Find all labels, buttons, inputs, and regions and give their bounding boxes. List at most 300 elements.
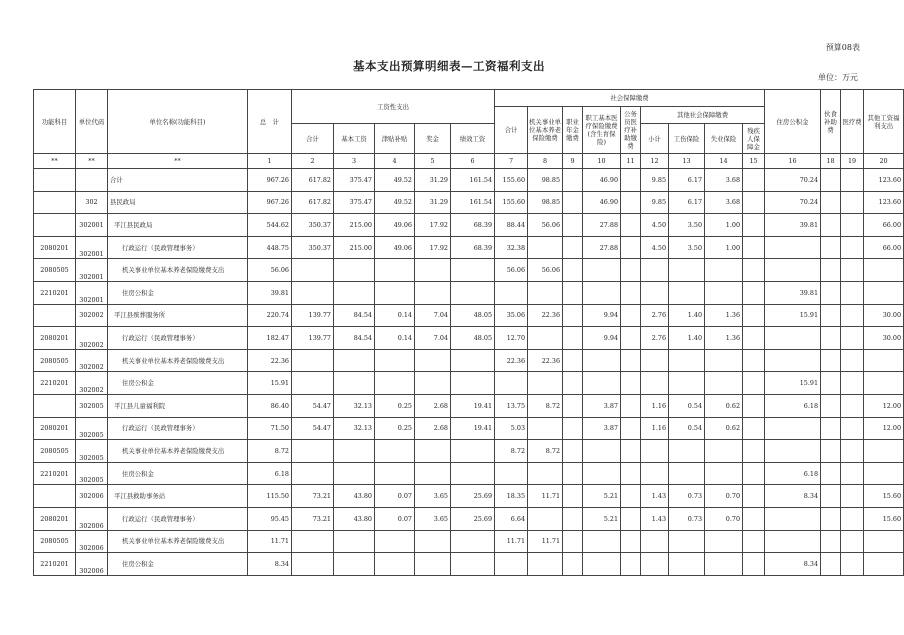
value-cell (621, 485, 641, 508)
value-cell (563, 394, 583, 417)
value-cell: 0.70 (705, 485, 743, 508)
index-cell: 5 (415, 154, 451, 169)
value-cell (841, 214, 864, 237)
unit-code-cell (76, 169, 108, 192)
value-cell (841, 372, 864, 395)
value-cell (334, 281, 375, 304)
value-cell: 25.69 (451, 507, 495, 530)
func-subject-cell: 2080201 (34, 417, 76, 440)
value-cell: 32.13 (334, 394, 375, 417)
value-cell: 967.26 (248, 169, 292, 192)
value-cell: 27.88 (583, 214, 621, 237)
value-cell (864, 440, 904, 463)
value-cell (641, 462, 669, 485)
value-cell (641, 440, 669, 463)
value-cell: 39.81 (765, 214, 821, 237)
value-cell: 6.18 (248, 462, 292, 485)
budget-table (33, 89, 904, 576)
index-cell: 7 (495, 154, 528, 169)
value-cell (621, 507, 641, 530)
value-cell (821, 259, 841, 282)
value-cell (821, 327, 841, 350)
value-cell: 17.92 (415, 214, 451, 237)
index-cell: 2 (292, 154, 334, 169)
value-cell: 56.06 (248, 259, 292, 282)
unit-name-cell: 县民政局 (108, 191, 248, 214)
value-cell: 11.71 (248, 530, 292, 553)
table-row (34, 462, 904, 485)
value-cell: 11.71 (528, 485, 563, 508)
unit-label: 单位：万元 (818, 73, 858, 82)
value-cell: 5.21 (583, 507, 621, 530)
value-cell: 0.62 (705, 394, 743, 417)
value-cell (743, 191, 765, 214)
value-cell (841, 553, 864, 576)
func-subject-cell: 2210201 (34, 372, 76, 395)
value-cell: 2.76 (641, 304, 669, 327)
index-cell: 11 (621, 154, 641, 169)
value-cell (705, 372, 743, 395)
value-cell: 6.17 (669, 191, 705, 214)
value-cell (563, 259, 583, 282)
header-wage-total: 合计 (292, 124, 334, 154)
value-cell (451, 281, 495, 304)
unit-code-cell: 302006 (76, 553, 108, 576)
unit-code-cell: 302 (76, 191, 108, 214)
value-cell (583, 440, 621, 463)
value-cell: 0.14 (375, 327, 415, 350)
value-cell: 0.07 (375, 507, 415, 530)
value-cell: 350.37 (292, 214, 334, 237)
value-cell: 5.21 (583, 485, 621, 508)
value-cell: 9.94 (583, 304, 621, 327)
value-cell (621, 327, 641, 350)
value-cell (415, 440, 451, 463)
unit-code-cell: 302005 (76, 440, 108, 463)
value-cell: 544.62 (248, 214, 292, 237)
value-cell (528, 281, 563, 304)
value-cell (743, 417, 765, 440)
value-cell (495, 462, 528, 485)
value-cell (821, 214, 841, 237)
value-cell (528, 553, 563, 576)
index-cell: 16 (765, 154, 821, 169)
value-cell (563, 417, 583, 440)
value-cell (821, 394, 841, 417)
func-subject-cell (34, 191, 76, 214)
table-row (34, 236, 904, 259)
index-cell: 18 (821, 154, 841, 169)
unit-name-cell: 机关事业单位基本养老保险缴费支出 (108, 530, 248, 553)
value-cell: 115.50 (248, 485, 292, 508)
value-cell (743, 530, 765, 553)
value-cell: 0.70 (705, 507, 743, 530)
value-cell (621, 281, 641, 304)
value-cell (563, 530, 583, 553)
index-cell: 9 (563, 154, 583, 169)
value-cell (375, 259, 415, 282)
value-cell: 49.06 (375, 236, 415, 259)
value-cell (415, 530, 451, 553)
value-cell: 68.39 (451, 236, 495, 259)
table-row (34, 553, 904, 576)
value-cell (669, 349, 705, 372)
value-cell: 617.82 (292, 191, 334, 214)
header-unit-code: 单位代码 (76, 90, 108, 154)
unit-name-cell: 机关事业单位基本养老保险缴费支出 (108, 440, 248, 463)
index-cell: ** (34, 154, 76, 169)
value-cell (743, 462, 765, 485)
value-cell (621, 417, 641, 440)
value-cell (563, 327, 583, 350)
value-cell (621, 462, 641, 485)
table-row (34, 417, 904, 440)
unit-code-cell: 302001 (76, 259, 108, 282)
value-cell (528, 372, 563, 395)
value-cell: 0.07 (375, 485, 415, 508)
value-cell: 25.69 (451, 485, 495, 508)
value-cell (563, 191, 583, 214)
header-wage-group: 工资性支出 (292, 90, 495, 124)
value-cell: 1.40 (669, 327, 705, 350)
value-cell: 8.72 (528, 440, 563, 463)
value-cell: 56.06 (528, 214, 563, 237)
value-cell (451, 462, 495, 485)
header-unit-name: 单位名称(功能科目) (108, 90, 248, 154)
value-cell (705, 553, 743, 576)
value-cell (495, 553, 528, 576)
value-cell (292, 281, 334, 304)
value-cell (743, 214, 765, 237)
value-cell: 15.60 (864, 485, 904, 508)
value-cell (621, 169, 641, 192)
index-cell: 10 (583, 154, 621, 169)
value-cell (621, 259, 641, 282)
value-cell (334, 372, 375, 395)
func-subject-cell (34, 214, 76, 237)
value-cell (705, 349, 743, 372)
value-cell (641, 553, 669, 576)
unit-name-cell: 行政运行（民政管理事务） (108, 417, 248, 440)
value-cell (669, 259, 705, 282)
value-cell: 7.04 (415, 304, 451, 327)
value-cell (292, 530, 334, 553)
func-subject-cell (34, 394, 76, 417)
func-subject-cell: 2080201 (34, 507, 76, 530)
value-cell (743, 169, 765, 192)
value-cell (641, 349, 669, 372)
value-cell (669, 462, 705, 485)
header-other-injury: 工伤保险 (669, 124, 705, 154)
value-cell (621, 553, 641, 576)
value-cell: 30.00 (864, 304, 904, 327)
value-cell: 4.50 (641, 214, 669, 237)
header-social-total: 合计 (495, 107, 528, 154)
value-cell (841, 530, 864, 553)
value-cell: 88.44 (495, 214, 528, 237)
value-cell (621, 214, 641, 237)
value-cell: 13.75 (495, 394, 528, 417)
value-cell (669, 372, 705, 395)
value-cell: 56.06 (495, 259, 528, 282)
value-cell: 22.36 (495, 349, 528, 372)
value-cell: 27.88 (583, 236, 621, 259)
value-cell: 9.85 (641, 169, 669, 192)
value-cell: 375.47 (334, 191, 375, 214)
table-row (34, 191, 904, 214)
value-cell (841, 507, 864, 530)
table-row (34, 304, 904, 327)
value-cell (743, 553, 765, 576)
index-cell: 20 (864, 154, 904, 169)
value-cell (821, 169, 841, 192)
value-cell: 71.50 (248, 417, 292, 440)
unit-name-cell: 合计 (108, 169, 248, 192)
unit-name-cell: 住房公积金 (108, 372, 248, 395)
value-cell: 155.60 (495, 191, 528, 214)
value-cell: 9.94 (583, 327, 621, 350)
index-cell: 8 (528, 154, 563, 169)
value-cell (864, 281, 904, 304)
value-cell: 49.52 (375, 191, 415, 214)
unit-name-cell: 平江县儿童福利院 (108, 394, 248, 417)
value-cell: 1.16 (641, 394, 669, 417)
value-cell: 17.92 (415, 236, 451, 259)
index-cell: ** (76, 154, 108, 169)
value-cell: 43.80 (334, 485, 375, 508)
value-cell: 0.14 (375, 304, 415, 327)
value-cell: 7.04 (415, 327, 451, 350)
value-cell (743, 236, 765, 259)
value-cell: 66.00 (864, 214, 904, 237)
value-cell: 1.36 (705, 327, 743, 350)
value-cell (765, 236, 821, 259)
value-cell (583, 462, 621, 485)
value-cell (821, 553, 841, 576)
value-cell: 3.87 (583, 394, 621, 417)
value-cell (765, 530, 821, 553)
value-cell (528, 462, 563, 485)
value-cell (743, 281, 765, 304)
value-cell: 54.47 (292, 394, 334, 417)
value-cell (821, 236, 841, 259)
table-number-label: 预算08表 (825, 43, 860, 52)
func-subject-cell: 2080505 (34, 259, 76, 282)
func-subject-cell: 2080201 (34, 236, 76, 259)
value-cell: 2.68 (415, 394, 451, 417)
value-cell: 220.74 (248, 304, 292, 327)
value-cell (765, 440, 821, 463)
value-cell (821, 440, 841, 463)
value-cell: 1.43 (641, 485, 669, 508)
table-row (34, 394, 904, 417)
value-cell (334, 349, 375, 372)
func-subject-cell: 2210201 (34, 553, 76, 576)
value-cell (563, 304, 583, 327)
value-cell: 3.65 (415, 485, 451, 508)
value-cell (621, 394, 641, 417)
table-row (34, 485, 904, 508)
unit-name-cell: 行政运行（民政管理事务） (108, 236, 248, 259)
table-row (34, 327, 904, 350)
value-cell: 8.34 (765, 485, 821, 508)
value-cell (583, 372, 621, 395)
value-cell (669, 530, 705, 553)
value-cell: 86.40 (248, 394, 292, 417)
value-cell (563, 507, 583, 530)
table-row (34, 372, 904, 395)
unit-name-cell: 住房公积金 (108, 281, 248, 304)
value-cell (705, 440, 743, 463)
value-cell (841, 327, 864, 350)
value-cell (641, 259, 669, 282)
value-cell (375, 440, 415, 463)
value-cell (821, 507, 841, 530)
value-cell (841, 259, 864, 282)
value-cell: 139.77 (292, 304, 334, 327)
value-cell: 22.36 (528, 349, 563, 372)
value-cell: 3.68 (705, 191, 743, 214)
value-cell (864, 462, 904, 485)
value-cell: 43.80 (334, 507, 375, 530)
value-cell: 3.87 (583, 417, 621, 440)
unit-code-cell: 302002 (76, 349, 108, 372)
value-cell (375, 349, 415, 372)
value-cell (765, 349, 821, 372)
index-cell: 6 (451, 154, 495, 169)
value-cell: 0.54 (669, 394, 705, 417)
header-other-group: 其他社会保障缴费 (641, 107, 765, 124)
value-cell: 8.72 (248, 440, 292, 463)
value-cell (765, 327, 821, 350)
value-cell: 3.50 (669, 214, 705, 237)
value-cell (641, 372, 669, 395)
value-cell (864, 349, 904, 372)
value-cell (841, 169, 864, 192)
func-subject-cell: 2210201 (34, 462, 76, 485)
unit-name-cell: 行政运行（民政管理事务） (108, 327, 248, 350)
value-cell (563, 236, 583, 259)
value-cell: 8.34 (248, 553, 292, 576)
value-cell: 19.41 (451, 417, 495, 440)
header-medical: 医疗费 (841, 90, 864, 154)
value-cell (375, 462, 415, 485)
value-cell (451, 349, 495, 372)
value-cell (743, 372, 765, 395)
value-cell: 30.00 (864, 327, 904, 350)
value-cell: 95.45 (248, 507, 292, 530)
value-cell (563, 553, 583, 576)
func-subject-cell: 2080505 (34, 440, 76, 463)
value-cell: 70.24 (765, 191, 821, 214)
table-row (34, 349, 904, 372)
value-cell (821, 372, 841, 395)
value-cell (528, 507, 563, 530)
value-cell: 8.34 (765, 553, 821, 576)
value-cell: 6.18 (765, 462, 821, 485)
value-cell: 350.37 (292, 236, 334, 259)
value-cell (864, 553, 904, 576)
func-subject-cell (34, 485, 76, 508)
value-cell (765, 507, 821, 530)
value-cell (375, 530, 415, 553)
value-cell (621, 236, 641, 259)
value-cell (765, 417, 821, 440)
value-cell (765, 259, 821, 282)
index-cell: 19 (841, 154, 864, 169)
value-cell: 15.91 (765, 304, 821, 327)
unit-code-cell: 302001 (76, 214, 108, 237)
value-cell (292, 462, 334, 485)
unit-code-cell: 302006 (76, 485, 108, 508)
value-cell (495, 372, 528, 395)
unit-name-cell: 行政运行（民政管理事务） (108, 507, 248, 530)
value-cell (292, 553, 334, 576)
value-cell: 18.35 (495, 485, 528, 508)
value-cell: 182.47 (248, 327, 292, 350)
value-cell: 49.06 (375, 214, 415, 237)
header-social-pension: 机关事业单位基本养老保险缴费 (528, 107, 563, 154)
func-subject-cell: 2210201 (34, 281, 76, 304)
value-cell (841, 394, 864, 417)
value-cell (821, 281, 841, 304)
header-wage-allowance: 津贴补贴 (375, 124, 415, 154)
value-cell (743, 327, 765, 350)
value-cell: 123.60 (864, 169, 904, 192)
value-cell: 39.81 (765, 281, 821, 304)
value-cell (415, 372, 451, 395)
value-cell: 49.52 (375, 169, 415, 192)
value-cell (583, 530, 621, 553)
unit-code-cell: 302002 (76, 327, 108, 350)
table-row (34, 440, 904, 463)
value-cell (292, 372, 334, 395)
value-cell (528, 417, 563, 440)
func-subject-cell: 2080505 (34, 530, 76, 553)
value-cell: 68.39 (451, 214, 495, 237)
value-cell (705, 462, 743, 485)
unit-code-cell: 302005 (76, 417, 108, 440)
value-cell: 123.60 (864, 191, 904, 214)
value-cell (415, 281, 451, 304)
value-cell: 3.68 (705, 169, 743, 192)
header-social-civil: 公务员医疗补助缴费 (621, 107, 641, 154)
value-cell (563, 169, 583, 192)
value-cell: 1.16 (641, 417, 669, 440)
value-cell (415, 259, 451, 282)
value-cell (415, 553, 451, 576)
value-cell: 54.47 (292, 417, 334, 440)
value-cell (705, 281, 743, 304)
value-cell (563, 281, 583, 304)
value-cell (375, 553, 415, 576)
table-row (34, 259, 904, 282)
value-cell: 139.77 (292, 327, 334, 350)
value-cell (821, 304, 841, 327)
table-row (34, 281, 904, 304)
value-cell: 0.25 (375, 394, 415, 417)
value-cell (669, 553, 705, 576)
header-social-group: 社会保障缴费 (495, 90, 765, 107)
value-cell (841, 281, 864, 304)
unit-name-cell: 平江县救助事务站 (108, 485, 248, 508)
value-cell: 48.05 (451, 327, 495, 350)
value-cell: 5.03 (495, 417, 528, 440)
value-cell: 48.05 (451, 304, 495, 327)
value-cell: 0.73 (669, 485, 705, 508)
value-cell: 84.54 (334, 327, 375, 350)
value-cell (334, 553, 375, 576)
